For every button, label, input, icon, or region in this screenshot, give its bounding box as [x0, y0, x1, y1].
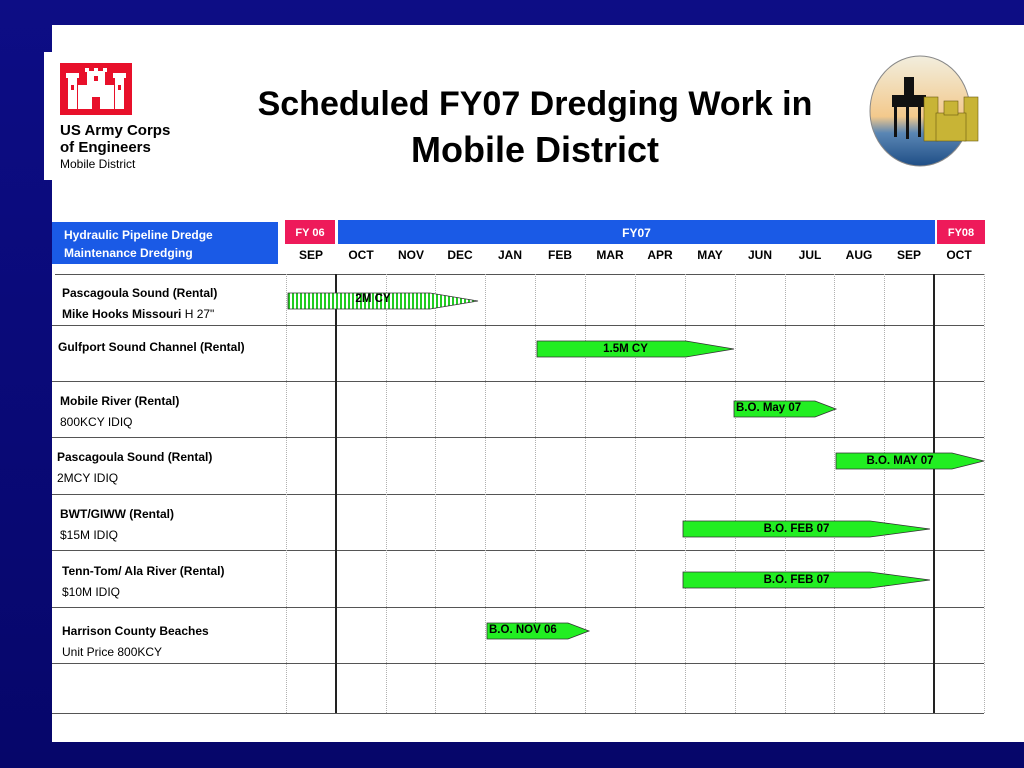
month-label-oct-1: OCT: [348, 248, 374, 262]
schedule-bar-label: 2M CY: [355, 293, 391, 305]
task-name: Mobile River (Rental): [60, 394, 180, 408]
fy06-header: FY 06: [285, 220, 335, 244]
month-label-dec-3: DEC: [447, 248, 473, 262]
title-line-2: Mobile District: [410, 129, 660, 170]
task-name: Tenn-Tom/ Ala River (Rental): [62, 564, 225, 578]
schedule-bar-label: B.O. FEB 07: [763, 523, 830, 535]
fy08-header: FY08: [937, 220, 985, 244]
task-detail: H 27": [181, 307, 215, 321]
month-label-apr-7: APR: [647, 248, 673, 262]
month-label-nov-2: NOV: [397, 248, 424, 262]
month-label-sep-0: SEP: [298, 248, 323, 262]
task-detail: Unit Price 800KCY: [62, 645, 163, 659]
logo-line-3: Mobile District: [60, 157, 136, 171]
month-label-jan-4: JAN: [497, 248, 522, 262]
task-name: Pascagoula Sound (Rental): [57, 450, 213, 464]
schedule-bar-label: B.O. MAY 07: [866, 455, 934, 467]
schedule-bar-label: B.O. NOV 06: [489, 624, 557, 636]
fy07-header: FY07: [338, 220, 935, 244]
task-detail: $15M IDIQ: [60, 528, 119, 542]
task-name: BWT/GIWW (Rental): [60, 507, 174, 521]
task-name: Gulfport Sound Channel (Rental): [58, 340, 245, 354]
month-label-mar-6: MAR: [596, 248, 624, 262]
task-detail: 800KCY IDIQ: [60, 415, 133, 429]
schedule-bar-label: B.O. FEB 07: [763, 574, 830, 586]
month-label-may-8: MAY: [697, 248, 723, 262]
title-line-1: Scheduled FY07 Dredging Work in: [257, 85, 813, 123]
task-detail: 2MCY IDIQ: [57, 471, 119, 485]
month-label-aug-11: AUG: [845, 248, 873, 262]
header-line-1: Hydraulic Pipeline Dredge: [64, 228, 213, 242]
logo-line-2: of Engineers: [60, 139, 151, 156]
task-detail-bold: Mike Hooks Missouri: [62, 307, 182, 321]
schedule-bar-label: B.O. May 07: [736, 402, 802, 414]
month-label-feb-5: FEB: [548, 248, 572, 262]
header-line-2: Maintenance Dredging: [64, 246, 193, 260]
month-label-jul-10: JUL: [798, 248, 822, 262]
task-name: Harrison County Beaches: [62, 624, 209, 638]
month-label-jun-9: JUN: [747, 248, 772, 262]
task-name: Pascagoula Sound (Rental): [62, 286, 218, 300]
logo-line-1: US Army Corps: [60, 122, 171, 139]
task-detail: $10M IDIQ: [62, 585, 121, 599]
schedule-bar-label: 1.5M CY: [603, 343, 648, 355]
month-label-oct-13: OCT: [946, 248, 972, 262]
month-label-sep-12: SEP: [896, 248, 921, 262]
